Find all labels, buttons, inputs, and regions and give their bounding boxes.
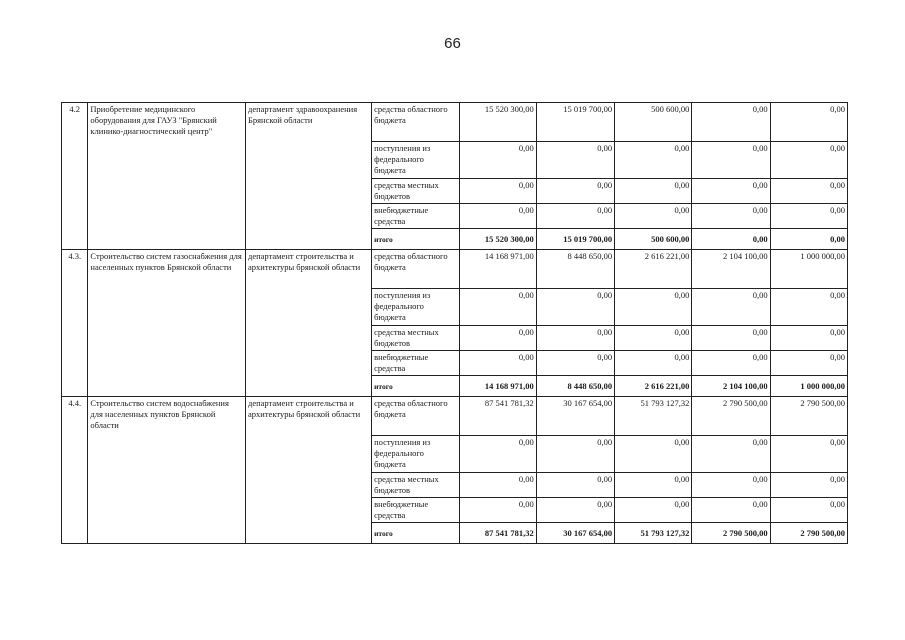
amount-cell: 0,00	[692, 473, 770, 498]
amount-cell: 14 168 971,00	[459, 250, 536, 289]
amount-cell: 1 000 000,00	[770, 376, 847, 397]
amount-cell: 0,00	[615, 498, 692, 523]
amount-cell: 0,00	[770, 351, 847, 376]
amount-cell: 2 104 100,00	[692, 250, 770, 289]
amount-cell: 0,00	[692, 204, 770, 229]
funding-source: итого	[372, 229, 459, 250]
amount-cell: 0,00	[692, 103, 770, 142]
amount-cell: 87 541 781,32	[459, 397, 536, 436]
amount-cell: 0,00	[459, 436, 536, 473]
amount-cell: 0,00	[770, 204, 847, 229]
amount-cell: 0,00	[692, 498, 770, 523]
funding-source: внебюджетные средства	[372, 498, 459, 523]
amount-cell: 0,00	[459, 351, 536, 376]
amount-cell: 14 168 971,00	[459, 376, 536, 397]
amount-cell: 0,00	[615, 142, 692, 179]
amount-cell: 2 616 221,00	[615, 250, 692, 289]
table-row	[62, 397, 848, 436]
funding-source: внебюджетные средства	[372, 351, 459, 376]
funding-source: средства областного бюджета	[372, 250, 459, 289]
amount-cell: 0,00	[770, 142, 847, 179]
amount-cell: 0,00	[615, 179, 692, 204]
amount-cell: 0,00	[770, 473, 847, 498]
amount-cell: 0,00	[536, 179, 614, 204]
amount-cell: 0,00	[536, 351, 614, 376]
page-number: 66	[444, 35, 461, 52]
amount-cell: 0,00	[459, 498, 536, 523]
amount-cell: 500 600,00	[615, 229, 692, 250]
funding-source: средства областного бюджета	[372, 103, 459, 142]
amount-cell: 0,00	[692, 179, 770, 204]
amount-cell: 0,00	[770, 229, 847, 250]
item-name: Строительство систем водоснабжения для населенных пунктов Брянской области	[88, 397, 246, 544]
amount-cell: 0,00	[615, 436, 692, 473]
amount-cell: 0,00	[692, 289, 770, 326]
amount-cell: 0,00	[692, 142, 770, 179]
amount-cell: 2 616 221,00	[615, 376, 692, 397]
amount-cell: 0,00	[615, 289, 692, 326]
amount-cell: 0,00	[536, 289, 614, 326]
funding-source: итого	[372, 523, 459, 544]
amount-cell: 0,00	[692, 229, 770, 250]
amount-cell: 30 167 654,00	[536, 523, 614, 544]
funding-source: итого	[372, 376, 459, 397]
responsible-department: департамент строительства и архитектуры брянской области	[246, 397, 372, 544]
funding-source: средства областного бюджета	[372, 397, 459, 436]
funding-source: поступления из федерального бюджета	[372, 289, 459, 326]
amount-cell: 0,00	[459, 326, 536, 351]
amount-cell: 2 790 500,00	[770, 397, 847, 436]
amount-cell: 0,00	[536, 436, 614, 473]
responsible-department: департамент строительства и архитектуры брянской области	[246, 250, 372, 397]
amount-cell: 15 019 700,00	[536, 103, 614, 142]
amount-cell: 500 600,00	[615, 103, 692, 142]
amount-cell: 0,00	[770, 289, 847, 326]
amount-cell: 0,00	[615, 326, 692, 351]
amount-cell: 2 790 500,00	[770, 523, 847, 544]
amount-cell: 0,00	[770, 436, 847, 473]
amount-cell: 0,00	[459, 473, 536, 498]
amount-cell: 0,00	[536, 142, 614, 179]
amount-cell: 2 790 500,00	[692, 523, 770, 544]
amount-cell: 0,00	[536, 498, 614, 523]
amount-cell: 0,00	[459, 179, 536, 204]
amount-cell: 30 167 654,00	[536, 397, 614, 436]
amount-cell: 0,00	[770, 103, 847, 142]
funding-source: средства местных бюджетов	[372, 179, 459, 204]
amount-cell: 15 019 700,00	[536, 229, 614, 250]
amount-cell: 0,00	[615, 351, 692, 376]
budget-table	[61, 102, 848, 544]
item-name: Приобретение медицинского оборудования для ГАУЗ "Брянский клинико-диагностический центр"	[88, 103, 246, 250]
funding-source: средства местных бюджетов	[372, 326, 459, 351]
amount-cell: 51 793 127,32	[615, 397, 692, 436]
item-number: 4.4.	[62, 397, 88, 544]
amount-cell: 87 541 781,32	[459, 523, 536, 544]
responsible-department: департамент здравоохранения Брянской области	[246, 103, 372, 250]
amount-cell: 0,00	[536, 204, 614, 229]
amount-cell: 8 448 650,00	[536, 250, 614, 289]
amount-cell: 0,00	[615, 473, 692, 498]
funding-source: внебюджетные средства	[372, 204, 459, 229]
amount-cell: 15 520 300,00	[459, 229, 536, 250]
amount-cell: 2 790 500,00	[692, 397, 770, 436]
amount-cell: 0,00	[692, 436, 770, 473]
amount-cell: 0,00	[615, 204, 692, 229]
amount-cell: 0,00	[770, 498, 847, 523]
amount-cell: 1 000 000,00	[770, 250, 847, 289]
amount-cell: 0,00	[459, 289, 536, 326]
amount-cell: 2 104 100,00	[692, 376, 770, 397]
amount-cell: 51 793 127,32	[615, 523, 692, 544]
table-row	[62, 250, 848, 289]
table-row	[62, 103, 848, 142]
funding-source: поступления из федерального бюджета	[372, 436, 459, 473]
amount-cell: 0,00	[536, 326, 614, 351]
amount-cell: 0,00	[770, 179, 847, 204]
amount-cell: 8 448 650,00	[536, 376, 614, 397]
item-name: Строительство систем газоснабжения для населенных пунктов Брянской области	[88, 250, 246, 397]
funding-source: поступления из федерального бюджета	[372, 142, 459, 179]
amount-cell: 0,00	[692, 326, 770, 351]
amount-cell: 0,00	[770, 326, 847, 351]
amount-cell: 15 520 300,00	[459, 103, 536, 142]
funding-source: средства местных бюджетов	[372, 473, 459, 498]
amount-cell: 0,00	[692, 351, 770, 376]
amount-cell: 0,00	[459, 142, 536, 179]
item-number: 4.2	[62, 103, 88, 250]
amount-cell: 0,00	[459, 204, 536, 229]
item-number: 4.3.	[62, 250, 88, 397]
amount-cell: 0,00	[536, 473, 614, 498]
